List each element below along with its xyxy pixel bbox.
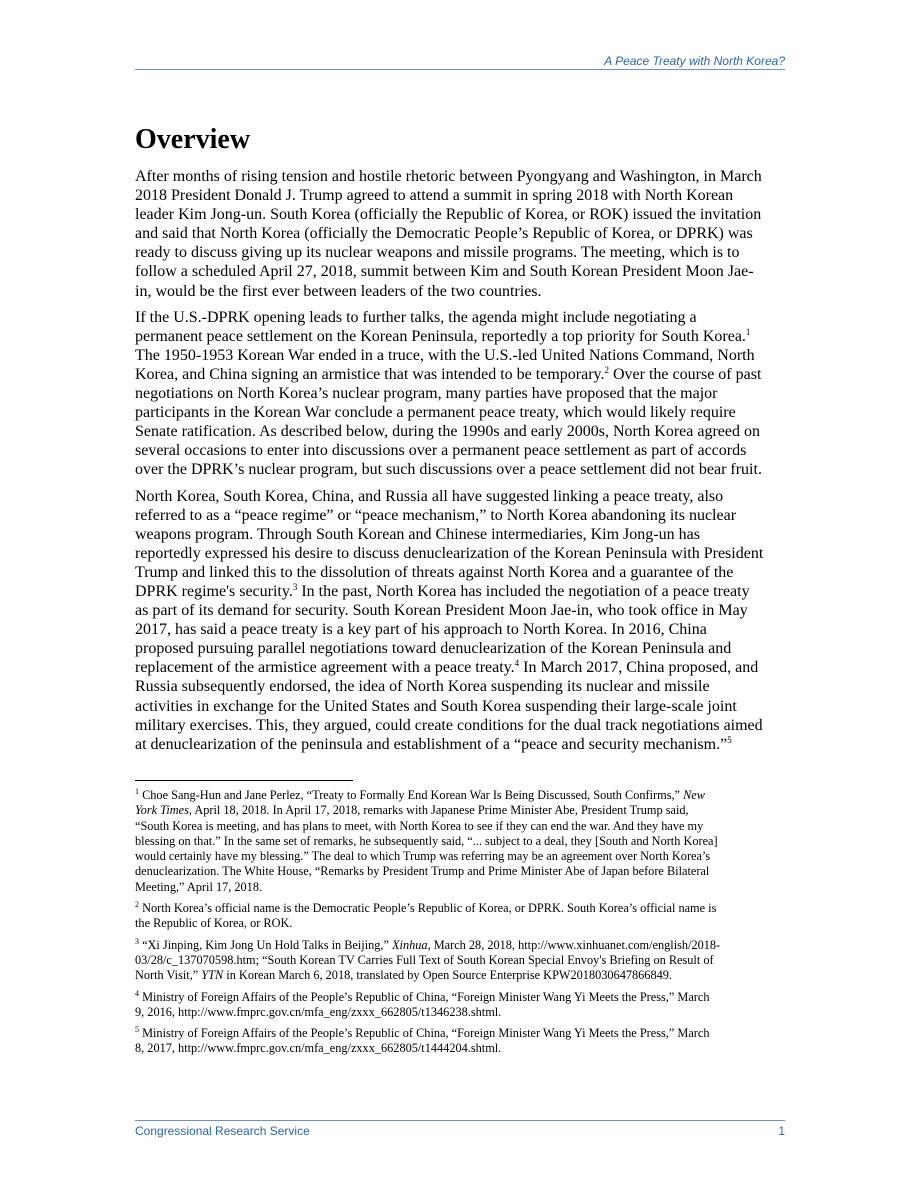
footnote-line bbox=[135, 990, 787, 1005]
italic-title: YTN bbox=[201, 968, 224, 983]
text-line: negotiations on North Korea’s nuclear program, many parties have proposed that the major bbox=[135, 385, 718, 403]
text-line: If the U.S.-DPRK opening leads to further talks, the agenda might include negotiating a bbox=[135, 308, 697, 326]
footnote-number: 5 bbox=[135, 1025, 139, 1035]
italic-title: Xinhua bbox=[392, 937, 428, 952]
text-run: DPRK regime's security. bbox=[135, 582, 293, 600]
text-line: North Korea, South Korea, China, and Russia all have suggested linking a peace treaty, also bbox=[135, 487, 724, 505]
footnote-number: 2 bbox=[135, 900, 139, 910]
footnote-separator bbox=[135, 780, 353, 781]
text-run: In the past, North Korea has included the negotiation of a peace treaty bbox=[297, 582, 750, 600]
footer-rule bbox=[135, 1120, 785, 1121]
text-run: permanent peace settlement on the Korean Peninsula, reportedly a top priority for South Korea. bbox=[135, 327, 746, 345]
footnote-ref-4[interactable]: 4 bbox=[514, 658, 520, 669]
footnote-line: Meeting,” April 17, 2018. bbox=[135, 879, 263, 894]
footnote-line bbox=[135, 788, 787, 803]
text-line: 2018 President Donald J. Trump agreed to attend a summit in spring 2018 with North Korean bbox=[135, 187, 734, 205]
page-number: 1 bbox=[778, 1124, 785, 1138]
footnote-line bbox=[135, 901, 787, 916]
footnote-1 bbox=[135, 788, 787, 895]
italic-title: York Times bbox=[135, 803, 189, 818]
footnote-5 bbox=[135, 1026, 787, 1057]
text-line: Senate ratification. As described below, during the 1990s and early 2000s, North Korea agreed on bbox=[135, 423, 760, 441]
footnote-ref-5[interactable]: 5 bbox=[727, 734, 732, 745]
text-run: Choe Sang-Hun and Jane Perlez, “Treaty to Formally End Korean War Is Being Discussed, South Confirms,” bbox=[139, 788, 684, 802]
paragraph-3 bbox=[135, 487, 787, 754]
footnote-line bbox=[135, 803, 787, 818]
text-line: After months of rising tension and hostile rhetoric between Pyongyang and Washington, in March bbox=[135, 168, 762, 185]
text-run: in Korean March 6, 2018, translated by Open Source Enterprise KPW2018030647866849. bbox=[223, 968, 672, 983]
text-line: referred to as a “peace regime” or “peace mechanism,” to North Korea abandoning its nuclear bbox=[135, 506, 737, 524]
paragraph-1 bbox=[135, 167, 787, 301]
text-line bbox=[135, 658, 787, 677]
footnote-ref-1[interactable]: 1 bbox=[745, 326, 751, 337]
footnote-line: would certainly have my blessing.” The deal to which Trump was referring may be an agreement over North Korea’s bbox=[135, 849, 711, 864]
text-run: Over the course of past bbox=[609, 365, 762, 383]
text-line: Russia subsequently endorsed, the idea of North Korea suspending its nuclear and missile bbox=[135, 678, 710, 696]
footnote-number: 3 bbox=[135, 936, 139, 946]
section-heading: Overview bbox=[135, 124, 251, 155]
body-text bbox=[135, 167, 787, 761]
text-line: The 1950-1953 Korean War ended in a truce, with the U.S.-led United Nations Command, North bbox=[135, 346, 755, 364]
text-run: , April 18, 2018. In April 17, 2018, remarks with Japanese Prime Minister Abe, President Trump said, bbox=[188, 803, 689, 818]
footnote-3 bbox=[135, 938, 787, 984]
text-run: Ministry of Foreign Affairs of the People’s Republic of China, “Foreign Minister Wang Yi Meets the Press,” March bbox=[139, 1026, 710, 1041]
text-line: several occasions to enter into discussions over a permanent peace settlement as part of accords bbox=[135, 442, 747, 460]
text-line: as part of its demand for security. South Korean President Moon Jae-in, who took office in May bbox=[135, 602, 748, 620]
text-line: over the DPRK’s nuclear program, but such discussions over a peace settlement did not bear fruit. bbox=[135, 461, 762, 479]
footnotes bbox=[135, 788, 787, 1063]
footnote-line: “South Korea is meeting, and has plans to meet, with North Korea to see if they can end the war. And they have my bbox=[135, 818, 704, 833]
text-run: at denuclearization of the peninsula and establishment of a “peace and security mechanism.” bbox=[135, 735, 728, 753]
text-run: replacement of the armistice agreement with a peace treaty. bbox=[135, 659, 515, 677]
footnote-line: the Republic of Korea, or ROK. bbox=[135, 916, 293, 931]
text-line: and said that North Korea (officially the Democratic People’s Republic of Korea, or DPRK) was bbox=[135, 225, 753, 243]
text-line: activities in exchange for the United States and South Korea suspending their large-scale joint bbox=[135, 697, 737, 715]
text-line: 2017, has said a peace treaty is a key part of his approach to North Korea. In 2016, China bbox=[135, 621, 707, 639]
text-line: reportedly expressed his desire to discuss denuclearization of the Korean Peninsula with President bbox=[135, 544, 764, 562]
footnote-ref-3[interactable]: 3 bbox=[292, 581, 298, 592]
footnote-line bbox=[135, 968, 787, 983]
text-line: Trump and linked this to the dissolution of threats against North Korea and a guarantee of the bbox=[135, 563, 734, 581]
text-line: in, would be the first ever between leaders of the two countries. bbox=[135, 282, 542, 300]
text-line: participants in the Korean War conclude a permanent peace treaty, which would likely require bbox=[135, 404, 736, 422]
text-run: “Xi Jinping, Kim Jong Un Hold Talks in Beijing,” bbox=[139, 937, 393, 952]
text-run: In March 2017, China proposed, and bbox=[519, 659, 759, 677]
footnote-number: 1 bbox=[135, 787, 139, 796]
footnote-line bbox=[135, 938, 787, 953]
footnote-line: 9, 2016, http://www.fmprc.gov.cn/mfa_eng/zxxx_662805/t1346238.shtml. bbox=[135, 1004, 502, 1019]
text-line bbox=[135, 365, 787, 384]
text-line: leader Kim Jong-un. South Korea (officially the Republic of Korea, or ROK) issued the invitation bbox=[135, 206, 762, 224]
text-line bbox=[135, 327, 787, 346]
text-run: North Korea’s official name is the Democratic People’s Republic of Korea, or DPRK. South Korea’s official name is bbox=[139, 901, 717, 916]
text-run: Ministry of Foreign Affairs of the People’s Republic of China, “Foreign Minister Wang Yi Meets the Press,” March bbox=[139, 989, 710, 1004]
text-line: follow a scheduled April 27, 2018, summit between Kim and South Korean President Moon Jae- bbox=[135, 263, 754, 281]
footnote-line: blessing on that.” In the same set of remarks, he subsequently said, “... subject to a deal, they [South and North Korea] bbox=[135, 833, 718, 848]
footnote-4 bbox=[135, 990, 787, 1021]
text-run: , March 28, 2018, http://www.xinhuanet.com/english/2018- bbox=[427, 937, 721, 952]
footnote-line: 03/28/c_137070598.htm; “South Korean TV Carries Full Text of South Korean Special Envoy's Briefing on Result of bbox=[135, 952, 714, 967]
text-line: proposed pursuing parallel negotiations toward denuclearization of the Korean Peninsula and bbox=[135, 640, 732, 658]
text-line: ready to discuss giving up its nuclear weapons and missile programs. The meeting, which is to bbox=[135, 244, 740, 262]
text-line: weapons program. Through South Korean and Chinese intermediaries, Kim Jong-un has bbox=[135, 525, 700, 543]
text-run: Korea, and China signing an armistice that was intended to be temporary. bbox=[135, 365, 605, 383]
footnote-line: denuclearization. The White House, “Remarks by President Trump and Prime Minister Abe of Japan before Bilateral bbox=[135, 864, 710, 879]
text-line: military exercises. This, they argued, could create conditions for the dual track negotiations aimed bbox=[135, 716, 763, 734]
italic-title: New bbox=[683, 788, 705, 802]
footnote-number: 4 bbox=[135, 988, 139, 998]
footnote-2 bbox=[135, 901, 787, 932]
text-run: North Visit,” bbox=[135, 968, 202, 983]
footer-publisher: Congressional Research Service bbox=[135, 1124, 310, 1138]
text-line bbox=[135, 582, 787, 601]
running-header: A Peace Treaty with North Korea? bbox=[604, 54, 785, 68]
footnote-line bbox=[135, 1026, 787, 1041]
paragraph-2 bbox=[135, 308, 787, 480]
text-line bbox=[135, 735, 787, 754]
footnote-line: 8, 2017, http://www.fmprc.gov.cn/mfa_eng/zxxx_662805/t1444204.shtml. bbox=[135, 1041, 502, 1056]
footnote-ref-2[interactable]: 2 bbox=[604, 364, 609, 375]
header-rule bbox=[135, 69, 785, 70]
